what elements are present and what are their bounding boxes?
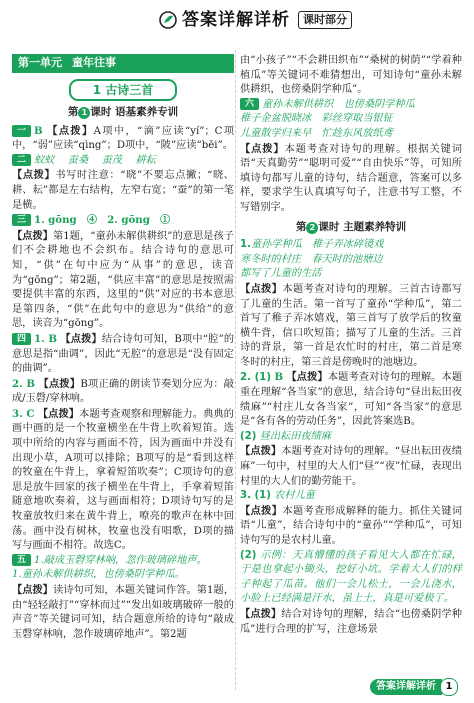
section-title-2: 第 2 课时 主题素养特训 <box>295 220 407 233</box>
question-label: 六 <box>240 98 259 110</box>
leaf-logo-icon <box>158 10 178 30</box>
answer-q6-note: 【点拨】读诗句可知，本题关键词作答。第1题，由“轻轻敲打”“穿林而过”“发出如玻璃破碎一般的声音”等关键词可知，结合题意所给的诗句“敲成玉磬穿林响，忽作玻璃碎地声”。第2题 <box>12 584 235 640</box>
answer-s1-line2: 寒冬时的村庄 春天时的池塘边 <box>240 253 383 265</box>
header-title: 答案详解详析 <box>182 9 290 30</box>
answer-q3: 三 1. gōng ④ 2. gōng ① <box>12 213 234 229</box>
header-badge: 课时部分 <box>298 11 352 30</box>
answer-r2-line2: 稚子金盆脱晓冰 彩丝穿取当银钲 <box>240 113 393 125</box>
answer-q6: 1.童孙未解供耕织，也傍桑阴学种瓜。 <box>12 569 185 581</box>
question-label: 三 <box>12 214 31 226</box>
page-number: 1 <box>440 678 458 696</box>
answer-q5: 五 1.敲成玉磬穿林响，忽作玻璃碎地声。 <box>12 554 234 569</box>
footer-label: 答案详解详析 <box>370 679 442 696</box>
answer-q2-note: 【点拨】书写时注意：“晓”不要忘点撇；“晓、耕、耘”都是左右结构，左窄右宽；“蚕”的第一笔是横。 <box>12 169 234 211</box>
answer-q3-note: 【点拨】第1题，“童孙未解供耕织”的意思是孩子们不会耕地也不会织布。结合诗句的意思可知，“供”在句中应为“从事”的意思，读音为“gōng”；第2题，“供应丰富”的意思是按照需要提供丰富的东西，这里的“供”对应的书本意思是第四条，“供”在此句中的意思为“供给”的意思，读音为“gōng”。 <box>12 229 234 330</box>
question-label: 五 <box>12 554 31 566</box>
answer-r2: 六 童孙未解供耕织 也傍桑阴学种瓜 <box>240 98 462 113</box>
unit-label: 第一单元 <box>18 56 62 70</box>
question-label: 一 <box>12 125 31 137</box>
answer-s2-2-note: 【点拨】本题考查对诗句的理解。“昼出耘田夜绩麻”一句中，村里的大人们“昼”“夜”忙碌，表现出村里的大人们的勤劳能干。 <box>240 445 462 487</box>
answer-s2-2: (2) 昼出耘田夜绩麻 <box>240 430 331 442</box>
right-column <box>240 54 462 637</box>
answer-q4-2: 2. B 【点拨】B项正确的朗读节奏划分应为：敲成/玉磬/穿林响。 <box>12 377 234 405</box>
answer-s3-2-note: 【点拨】结合对诗句的理解，结合“也傍桑阴学种瓜”进行合理的扩写，注意场景 <box>240 607 462 635</box>
answer-s3: 3. (1) 农村儿童 <box>240 490 315 502</box>
answer-s1: 1.童孙学种瓜 稚子弄冰碎镜戏 <box>240 239 384 251</box>
header-title-wrap <box>158 10 352 30</box>
answer-r2-note: 【点拨】本题考查对诗句的理解。根据关键词语“天真勤劳”“聪明可爱”“自由快乐”等，可知所填诗句都写儿童的诗句，结合题意，答案可以多样，要求学生认真填写句子，注意书写工整，不写错别字。 <box>240 142 462 213</box>
answer-r1: 由“小孩子”“不会耕田织布”“桑树的树荫”“学着种植瓜”等关键词不难猜想出，可知诗句“童孙未解供耕织，也傍桑阴学种瓜”。 <box>240 55 462 96</box>
answer-q4-1: 四 1. B 【点拨】结合诗句可知，B项中“腔”的意思是指“曲调”，因此“无腔”的意思是“没有固定的曲调”。 <box>12 332 235 375</box>
unit-title: 童年往事 <box>72 56 116 70</box>
answer-s3-note: 【点拨】本题考查形成解释的能力。抓住关键词语“儿童”，结合诗句中的“童孙”“学种瓜”，可知诗句写的是农村儿童。 <box>240 504 463 546</box>
answer-s1-line3: 都写了儿童的生活 <box>240 268 322 280</box>
section-title-1: 第 1 课时 语基素养专训 <box>67 106 179 118</box>
question-label: 二 <box>12 154 31 166</box>
left-column <box>12 54 234 642</box>
answer-q4-3: 3. C 【点拨】本题考查观察和理解能力。典典的画中画的是一个牧童横坐在牛背上吹着短笛。选项中所给的内容与画面不符，因为画面中并没有出现小草，A项可以排除；B项写的是“看到这样的牧童在牛背上，拿着短笛吹奏”；C项诗句的意思是放牛回家的孩子横坐在牛背上，手拿着短笛随意地吹奏着，这与画面相符；D项诗句写的是牧童放牧归来在黄牛背上，嘹亮的歌声在林中回荡。画中没有树林，牧童也没有唱歌，D项的描写与画面不相符。故选C。 <box>12 407 234 552</box>
answer-s2: 2. (1) B 【点拨】本题考查对诗句的理解。本题重在理解“各当家”的意思，结合诗句“昼出耘田夜绩麻”“村庄儿女各当家”，可知“各当家”的意思是“各有各的劳动任务”，因此答案选B。 <box>240 371 463 428</box>
footer-page-badge <box>370 678 458 696</box>
answer-s1-note: 【点拨】本题考查对诗句的理解。三首古诗都写了儿童的生活。第一首写了童孙“学种瓜”，第二首写了稚子弄冰嬉戏，第三首写了放学后的牧童横牛背，信口吹短笛；描写了儿童的生活。三首诗的背景，第一首是农忙时的村庄，第二首是寒冬时的村庄，第三首是傍晚时的池塘边。 <box>240 282 463 368</box>
section-num-circle: 1 <box>78 107 90 119</box>
answer-s3-2: (2) 示例：天真懵懂的孩子看见大人都在忙碌，于是也拿起小锄头，挖好小坑。学着大人们的样子种起了瓜苗。他们一会儿松土，一会儿浇水，小脸上已经满是汗水，虽上土，真是可爱极了。 <box>240 549 462 605</box>
column-divider <box>235 50 236 690</box>
answer-q2: 二 蚁蚁 蚕桑 蚕茂 耕耘 <box>12 154 234 169</box>
section-num-circle: 2 <box>306 222 318 234</box>
answer-r2-line3: 儿童散学归来早 忙趁东风放纸鸢 <box>240 127 393 139</box>
question-label: 四 <box>12 333 31 345</box>
page-header <box>0 0 474 44</box>
answer-q1: 一 B 【点拨】A项中，“滴”应读“yí”；C项中，“弱”应读“qìng”；D项中，“陂”应读“bēi”。 <box>12 124 235 152</box>
lesson-title: 1 古诗三首 <box>69 79 177 101</box>
unit-bar <box>12 54 234 73</box>
